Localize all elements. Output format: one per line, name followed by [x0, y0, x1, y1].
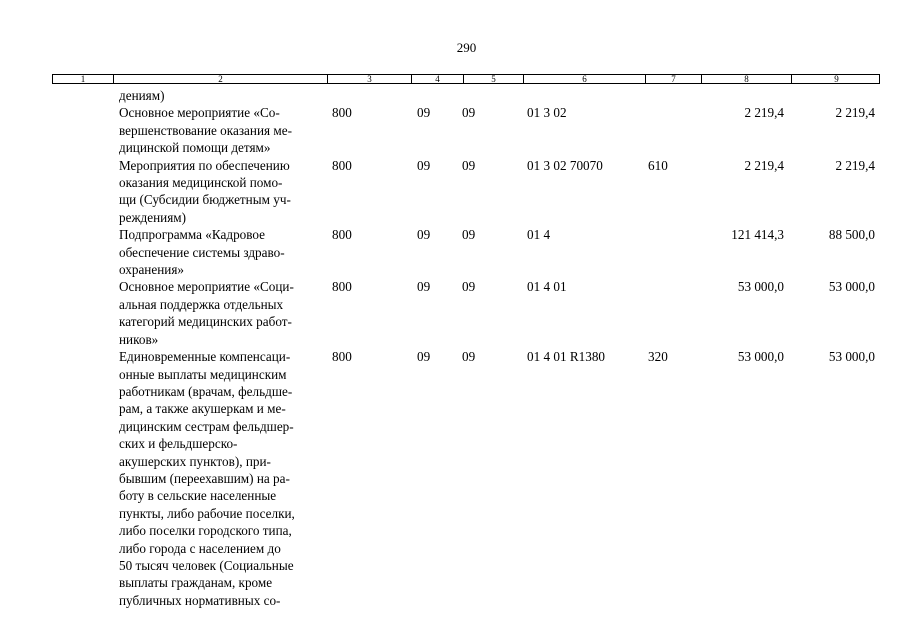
row-name-line: реждениям): [119, 209, 187, 225]
header-col-3: 3: [327, 75, 411, 83]
cell-c5: 09: [462, 349, 476, 365]
row-name-line: онные выплаты медицинским: [119, 366, 287, 382]
row-name-line: либо города с населением до: [119, 540, 281, 556]
row-name-line: Основное мероприятие «Соци-: [119, 279, 294, 295]
row-name-line: щи (Субсидии бюджетным уч-: [119, 192, 291, 208]
row-name: [119, 278, 329, 348]
page-number: 290: [456, 40, 477, 55]
cell-c6: 01 3 02: [527, 105, 567, 121]
row-name-line: Единовременные компенсаци-: [119, 349, 291, 365]
cell-c5: 09: [462, 279, 476, 295]
row-name-line: выплаты гражданам, кроме: [119, 575, 273, 591]
cell-c9: 53 000,0: [828, 279, 875, 295]
table-row: [0, 104, 905, 156]
row-name-line: акушерских пунктов), при-: [119, 453, 271, 469]
row-name-line: дениям): [119, 88, 165, 103]
header-col-1: 1: [80, 74, 86, 84]
cell-c4: 09: [417, 157, 431, 173]
cell-c4: 09: [417, 349, 431, 365]
cell-c8: 53 000,0: [737, 349, 784, 365]
row-name-line: охранения»: [119, 262, 184, 278]
table-row: [0, 278, 905, 348]
row-name-line: оказания медицинской помо-: [119, 175, 283, 191]
cell-c7: 320: [648, 349, 668, 365]
row-name-line: 50 тысяч человек (Социальные: [119, 557, 294, 573]
row-name-line: боту в сельские населенные: [119, 488, 277, 504]
cell-c9: 2 219,4: [835, 105, 875, 121]
header-col-5: 5: [463, 75, 523, 83]
row-name-line: публичных нормативных со-: [119, 592, 281, 608]
row-name-line: либо поселки городского типа,: [119, 523, 292, 539]
cell-c8: 53 000,0: [737, 279, 784, 295]
header-col-8: 8: [701, 75, 791, 83]
cell-c4: 09: [417, 279, 431, 295]
cell-c5: 09: [462, 105, 476, 121]
cell-c3: 800: [332, 227, 352, 243]
row-name-line: ников»: [119, 331, 159, 347]
row-name-line: Подпрограмма «Кадровое: [119, 227, 266, 243]
cell-c3: 800: [332, 105, 352, 121]
cell-c6: 01 4: [527, 227, 551, 243]
cell-c9: 88 500,0: [828, 227, 875, 243]
table-row: [0, 87, 905, 104]
cell-c4: 09: [417, 105, 431, 121]
row-name: [119, 104, 329, 156]
table-header: [52, 74, 880, 84]
row-name: [119, 157, 329, 227]
cell-c9: 2 219,4: [835, 157, 875, 173]
row-name-line: Мероприятия по обеспечению: [119, 157, 290, 173]
row-name-line: дицинским сестрам фельдшер-: [119, 418, 294, 434]
cell-c5: 09: [462, 157, 476, 173]
header-col-9: 9: [791, 75, 881, 83]
header-col-4: 4: [411, 75, 463, 83]
cell-c8: 121 414,3: [731, 227, 784, 243]
header-col-6: 6: [523, 75, 645, 83]
row-name: [119, 348, 329, 609]
row-name-line: работникам (врачам, фельдше-: [119, 383, 293, 399]
row-name-line: Основное мероприятие «Со-: [119, 105, 280, 121]
row-name-line: обеспечение системы здраво-: [119, 244, 285, 260]
row-name-line: категорий медицинских работ-: [119, 314, 292, 330]
cell-c3: 800: [332, 279, 352, 295]
row-name-line: альная поддержка отдельных: [119, 296, 284, 312]
cell-c8: 2 219,4: [744, 105, 784, 121]
cell-c4: 09: [417, 227, 431, 243]
cell-c6: 01 3 02 70070: [527, 157, 603, 173]
cell-c3: 800: [332, 157, 352, 173]
row-name: [119, 226, 329, 278]
row-name-line: вершенствование оказания ме-: [119, 122, 292, 138]
cell-c6: 01 4 01: [527, 279, 567, 295]
table-row: [0, 157, 905, 227]
table-row: [0, 226, 905, 278]
row-name-line: пункты, либо рабочие поселки,: [119, 505, 295, 521]
row-name-line: рам, а также акушеркам и ме-: [119, 401, 286, 417]
cell-c3: 800: [332, 349, 352, 365]
cell-c9: 53 000,0: [828, 349, 875, 365]
cell-c5: 09: [462, 227, 476, 243]
row-name-line: бывшим (переехавшим) на ра-: [119, 470, 290, 486]
cell-c7: 610: [648, 157, 668, 173]
table-body: [0, 87, 905, 609]
cell-c6: 01 4 01 R1380: [527, 349, 606, 365]
row-name: [119, 87, 329, 104]
row-name-line: ских и фельдшерско-: [119, 436, 238, 452]
table-row: [0, 348, 905, 609]
cell-c8: 2 219,4: [744, 157, 784, 173]
header-col-7: 7: [645, 75, 701, 83]
header-col-2: 2: [113, 75, 327, 83]
row-name-line: дицинской помощи детям»: [119, 140, 271, 156]
